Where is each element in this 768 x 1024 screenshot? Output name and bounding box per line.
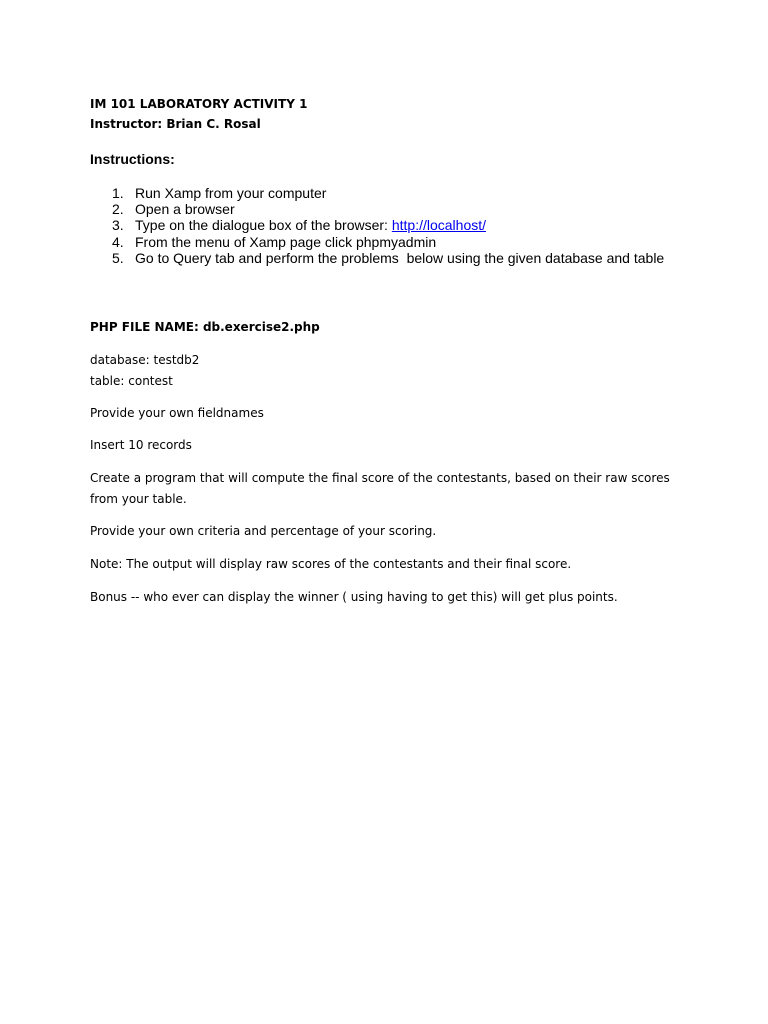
localhost-link[interactable]: http://localhost/: [391, 217, 487, 234]
step-number: 4.: [112, 233, 124, 250]
step-text: Type on the dialogue box of the browser:: [135, 217, 392, 234]
records-instruction: Insert 10 records: [90, 438, 192, 452]
step-number: 1.: [112, 185, 124, 201]
step-text: Open a browser: [135, 201, 235, 218]
database-name: database: testdb2: [90, 353, 200, 367]
instructions-heading: Instructions:: [90, 151, 175, 167]
instructor-line: Instructor: Brian C. Rosal: [90, 117, 261, 131]
instruction-step: [112, 217, 664, 233]
step-text: From the menu of Xamp page click phpmyadmin: [135, 233, 437, 250]
instruction-step: [112, 250, 664, 266]
task-description: Create a program that will compute the final score of the contestants, based on their raw scores from your table.: [90, 471, 670, 506]
instruction-step: [112, 234, 664, 250]
instruction-step: [112, 185, 664, 201]
bonus-note: Bonus -- who ever can display the winner ( using having to get this) will get plus points.: [90, 590, 618, 604]
activity-title: IM 101 LABORATORY ACTIVITY 1: [90, 97, 308, 111]
fieldnames-instruction: Provide your own fieldnames: [90, 406, 264, 420]
criteria-instruction: Provide your own criteria and percentage of your scoring.: [90, 524, 437, 538]
instruction-steps-list: [112, 185, 664, 266]
step-number: 2.: [112, 201, 124, 218]
step-number: 3.: [112, 217, 124, 234]
step-text: Run Xamp from your computer: [135, 185, 327, 201]
instruction-step: [112, 201, 664, 217]
document-header: [90, 94, 307, 134]
step-number: 5.: [112, 249, 124, 266]
step-text: Go to Query tab and perform the problems below using the given database and table: [135, 249, 665, 266]
output-note: Note: The output will display raw scores of the contestants and their final score.: [90, 557, 572, 571]
table-name: table: contest: [90, 373, 173, 388]
php-file-name: PHP FILE NAME: db.exercise2.php: [90, 320, 320, 334]
database-table-block: [90, 350, 680, 391]
